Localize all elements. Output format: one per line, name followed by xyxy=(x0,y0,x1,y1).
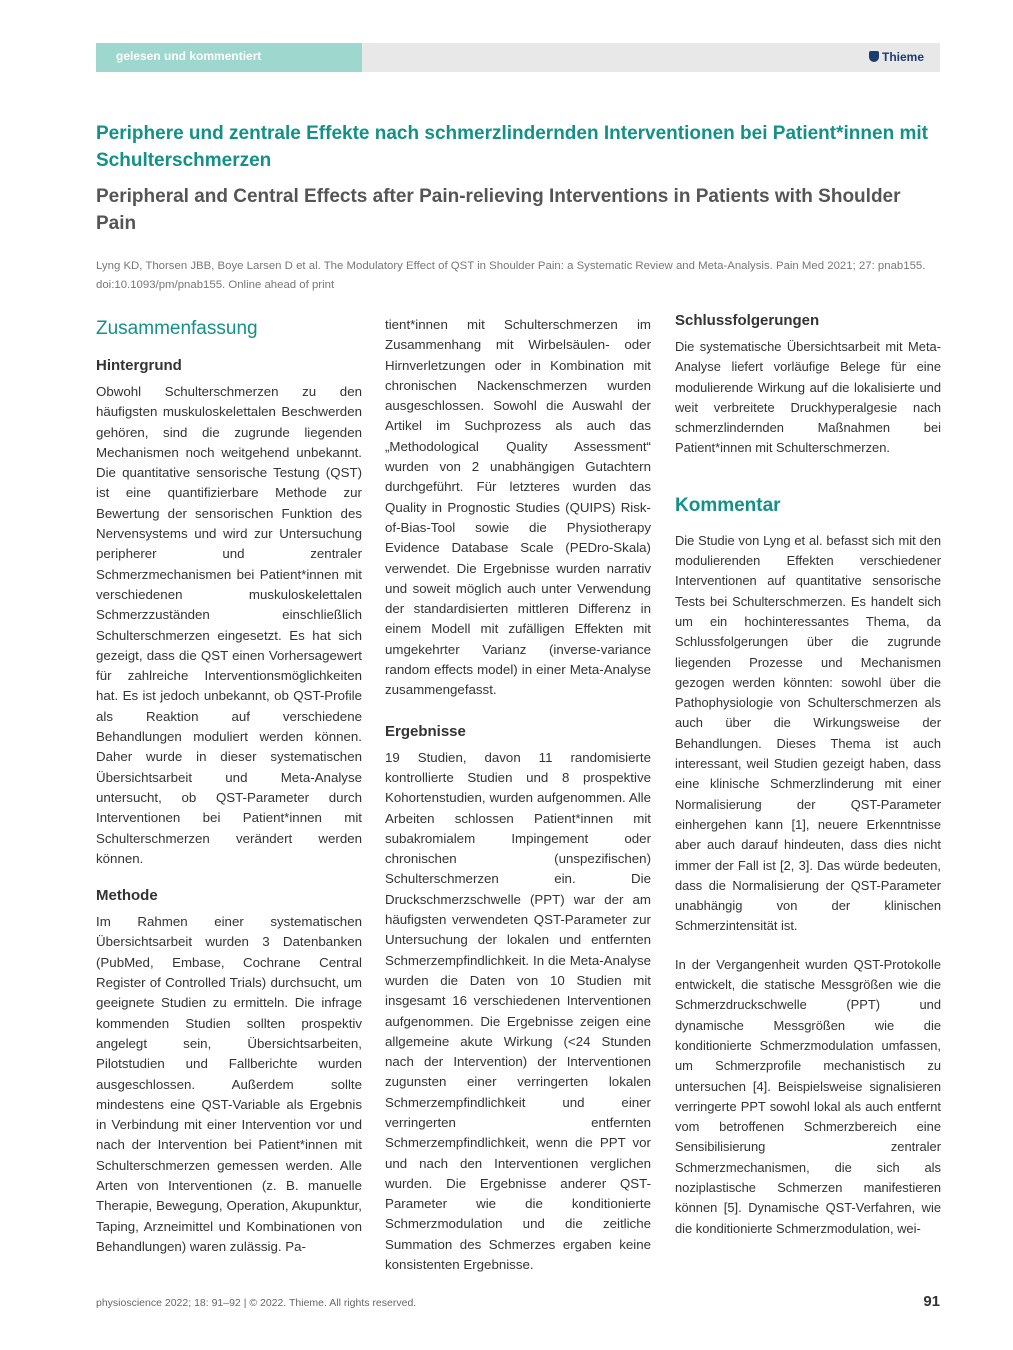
summary-heading: Zusammenfassung xyxy=(96,318,258,339)
results-heading: Ergebnisse xyxy=(385,722,466,740)
thieme-logo-icon xyxy=(869,51,879,62)
comment-paragraph-2: In der Vergangenheit wurden QST-Protokolle entwickelt, die statische Messgrößen wie die Schmerzdruckschwelle (PPT) und dynamische Messgrößen wie die konditionierte Schmerzmodulation umfassen, um Schmerzprofile mechanistisch zu untersuchen [4]. Beispielsweise signalisieren verringerte PPT sowohl lokal als auch entfernt vom betroffenen Schmerzbereich eine Sensibilisierung zentraler Schmerzmechanismen, die sich als noziplastische Schmerzen manifestieren können [5]. Dynamische QST-Verfahren, wie die konditionierte Schmerzmodulation, wei- xyxy=(675,956,941,1236)
publisher-logo xyxy=(869,43,924,72)
method-text-continued: tient*innen mit Schulterschmerzen im Zusammenhang mit Wirbelsäulen- oder Hirnverletzungen oder in Kombination mit chronischen Nackenschmerzen wurden ausgeschlossen. Sowohl die Auswahl der Artikel im Suchprozess als auch das „Methodological Quality Assessment“ wurden von 2 unabhängigen Gutachtern durchgeführt. Für letzteres wurden das Quality in Prognostic Studies (QUIPS) Risk-of-Bias-Tool sowie die Physiotherapy Evidence Database Scale (PEDro-Skala) verwendet. Die Ergebnisse wurden narrativ und soweit möglich auch unter Verwendung der standardisierten mittleren Differenz in einem Modell mit zufälligen Effekten mit umgekehrter Varianz (inverse-variance random effects model) in einer Meta-Analyse zusammengefasst. xyxy=(385,317,651,698)
column-right xyxy=(675,312,941,1239)
title-english: Peripheral and Central Effects after Pain-relieving Interventions in Patients with Shoulder Pain xyxy=(96,186,901,234)
footer-citation: physioscience 2022; 18: 91–92 | © 2022. Thieme. All rights reserved. xyxy=(96,1297,417,1309)
source-citation: Lyng KD, Thorsen JBB, Boye Larsen D et al. The Modulatory Effect of QST in Shoulder Pain: a Systematic Review and Meta-Analysis. Pain Med 2021; 27: pnab155. doi:10.1093/pm/pnab155. Online ahead of print xyxy=(96,260,926,291)
page-number: 91 xyxy=(923,1293,940,1310)
conclusions-heading: Schlussfolgerungen xyxy=(675,312,820,329)
background-text: Obwohl Schulterschmerzen zu den häufigsten muskuloskelettalen Beschwerden gehören, sind die zugrunde liegenden Mechanismen noch weitgehend unbekannt. Die quantitative sensorische Testung (QST) ist eine quantifizierbare Methode zur Bewertung der sensorischen Funktion des Nervensystems und wird zur Untersuchung peripherer und zentraler Schmerzmechanismen bei Patient*innen mit verschiedenen muskuloskelettalen Schmerzzuständen einschließlich Schulterschmerzen eingesetzt. Es hat sich gezeigt, dass die QST einen Vorhersagewert für zahlreiche Interventionsmöglichkeiten hat. Es ist jedoch unbekannt, ob QST-Profile als Reaktion auf verschiedene Behandlungen moduliert werden können. Daher wurde in dieser systematischen Übersichtsarbeit und Meta-Analyse untersucht, ob QST-Parameter durch Interventionen bei Patient*innen mit Schulterschmerzen verändert werden können. xyxy=(96,384,362,866)
method-text: Im Rahmen einer systematischen Übersichtsarbeit wurden 3 Datenbanken (PubMed, Embase, Cochrane Central Register of Controlled Trials) durchsucht, um geeignete Studien zu ermitteln. Die infrage kommenden Studien sollten prospektiv angelegt sein, Übersichtsarbeiten, Pilotstudien und Fallberichte wurden ausgeschlossen. Außerdem sollte mindestens eine QST-Variable als Ergebnis in Verbindung mit einer Intervention vor und nach der Intervention bei Patient*innen mit Schulterschmerzen gemessen werden. Alle Arten von Interventionen (z. B. manuelle Therapie, Bewegung, Operation, Akupunktur, Taping, Arzneimittel und Kombinationen von Behandlungen) waren zulässig. Pa- xyxy=(96,914,362,1254)
title-german: Periphere und zentrale Effekte nach schmerzlindernden Interventionen bei Patient*innen mit Schulterschmerzen xyxy=(96,123,928,171)
column-left xyxy=(96,312,362,1257)
background-heading: Hintergrund xyxy=(96,357,182,374)
header-band xyxy=(96,43,940,72)
method-heading: Methode xyxy=(96,887,158,905)
comment-paragraph-1: Die Studie von Lyng et al. befasst sich mit den modulierenden Effekten verschiedener Interventionen auf quantitative sensorische Tests bei Schulterschmerzen. Es handelt sich um ein hochinteressantes Thema, da Schlussfolgerungen über die zugrunde liegenden Prozesse und Mechanismen gezogen werden könnten: sowohl über die Pathophysiologie von Schulterschmerzen als auch über die Wirkungsweise der Behandlungen. Dieses Thema ist auch interessant, weil Studien gezeigt haben, dass eine klinische Schmerzlinderung mit einer Normalisierung der QST-Parameter einhergehen kann [1], neuere Erkenntnisse aber auch darauf hindeuten, dass dies nicht immer der Fall ist [2, 3]. Das würde bedeuten, dass die Normalisierung der QST-Parameter unabhängig von der klinischen Schmerzintensität ist. xyxy=(675,532,941,934)
column-middle xyxy=(385,315,651,1275)
comment-heading: Kommentar xyxy=(675,494,781,516)
section-tag: gelesen und kommentiert xyxy=(96,43,362,72)
results-text: 19 Studien, davon 11 randomisierte kontrollierte Studien und 8 prospektive Kohortenstudien, wurden aufgenommen. Alle Arbeiten schlossen Patient*innen mit subakromialem Impingement oder chronischen (unspezifischen) Schulterschmerzen ein. Die Druckschmerzschwelle (PPT) war der am häufigsten verwendeten QST-Parameter zur Untersuchung der lokalen und entfernten Schmerzempfindlichkeit. In die Meta-Analyse wurden die Daten von 10 Studien mit insgesamt 16 verschiedenen Interventionen aufgenommen. Die Ergebnisse zeigen eine allgemeine akute Wirkung (<24 Stunden nach der Intervention) der Interventionen zugunsten einer verringerten lokalen Schmerzempfindlichkeit und einer verringerten entfernten Schmerzempfindlichkeit, wenn die PPT vor und nach den Interventionen verglichen wurden. Die Ergebnisse anderer QST-Parameter wie die konditionierte Schmerzmodulation und die zeitliche Summation des Schmerzes ergaben keine konsistenten Ergebnisse. xyxy=(385,749,651,1273)
publisher-name: Thieme xyxy=(881,50,924,64)
conclusions-text: Die systematische Übersichtsarbeit mit Meta-Analyse liefert vorläufige Belege für eine modulierende Wirkung auf die lokalisierte und weit verbreitete Druckhyperalgesie nach schmerzlindernden Maßnahmen bei Patient*innen mit Schulterschmerzen. xyxy=(675,339,941,456)
